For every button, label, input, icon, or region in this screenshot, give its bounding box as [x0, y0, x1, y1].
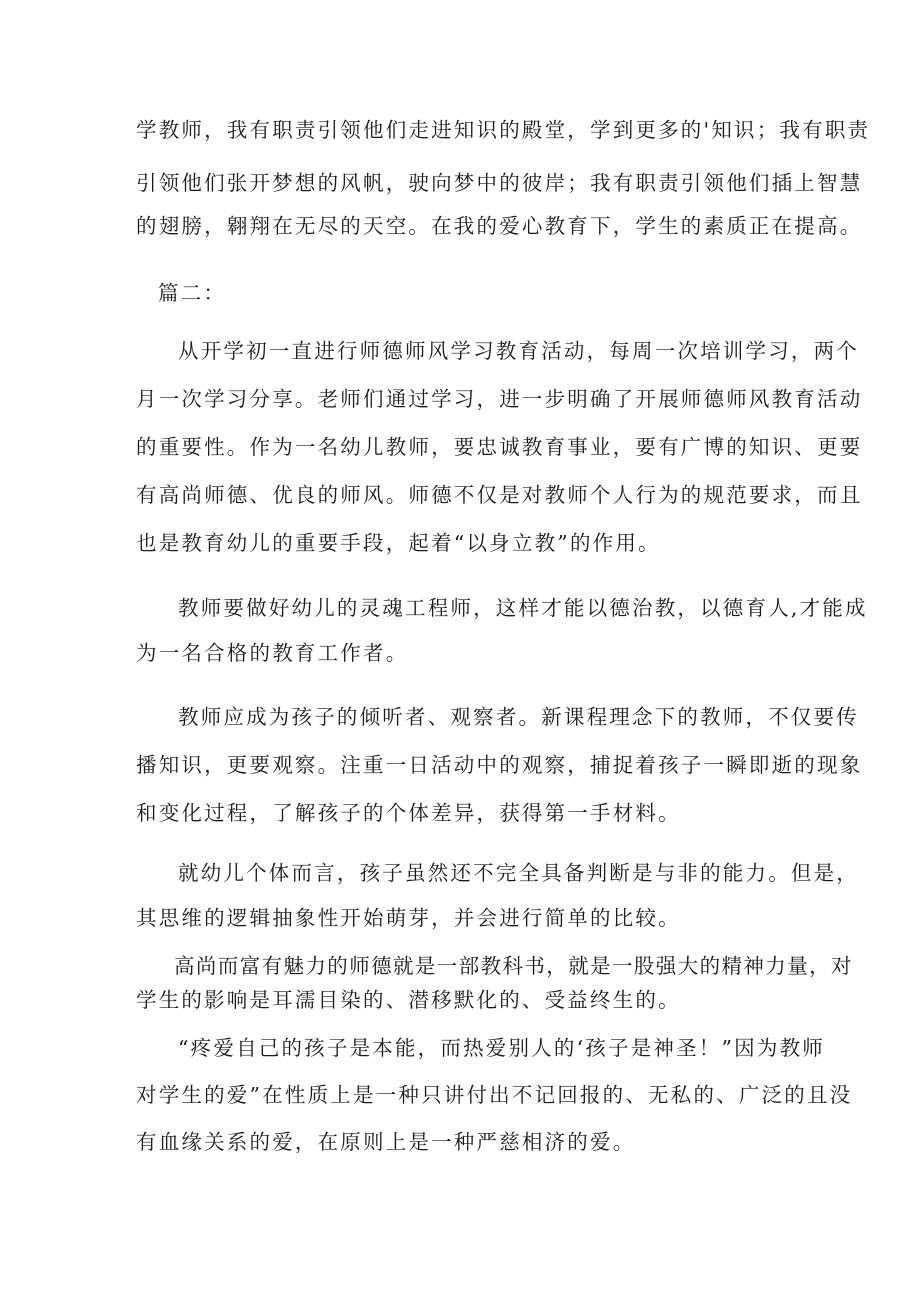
text-line: 教师要做好幼儿的灵魂工程师，这样才能以德治教，以德育人,才能成	[178, 596, 868, 620]
text-line: 也是教育幼儿的重要手段，起着“以身立教”的作用。	[136, 531, 661, 555]
text-line: 其思维的逻辑抽象性开始萌芽，并会进行简单的比较。	[136, 906, 681, 930]
text-line: 对学生的爱”在性质上是一种只讲付出不记回报的、无私的、广泛的且没	[136, 1083, 853, 1107]
section-heading: 篇二：	[158, 281, 227, 305]
text-line: 学生的影响是耳濡目染的、潜移默化的、受益终生的。	[136, 988, 681, 1012]
text-line: 引领他们张开梦想的风帆，驶向梦中的彼岸；我有职责引领他们插上智慧	[136, 171, 863, 195]
text-line: 和变化过程，了解孩子的个体差异，获得第一手材料。	[136, 801, 681, 825]
text-line: 高尚而富有魅力的师德就是一部教科书，就是一股强大的精神力量，对	[174, 954, 853, 978]
text-line: 有血缘关系的爱，在原则上是一种严慈相济的爱。	[136, 1130, 636, 1154]
text-line: 学教师，我有职责引领他们走进知识的殿堂，学到更多的'知识；我有职责	[136, 118, 871, 142]
text-line: 从开学初一直进行师德师风学习教育活动，每周一次培训学习，两个	[178, 339, 859, 363]
text-line: 的翅膀，翱翔在无尽的天空。在我的爱心教育下，学生的素质正在提高。	[136, 214, 863, 238]
text-line: 为一名合格的教育工作者。	[136, 641, 409, 665]
text-line: 有高尚师德、优良的师风。师德不仅是对教师个人行为的规范要求，而且	[136, 483, 863, 507]
text-line: 月一次学习分享。老师们通过学习，进一步明确了开展师德师风教育活动	[136, 387, 863, 411]
text-line: 就幼儿个体而言，孩子虽然还不完全具备判断是与非的能力。但是，	[178, 861, 859, 885]
text-line: “疼爱自己的孩子是本能，而热爱别人的‘孩子是神圣！”因为教师	[178, 1036, 825, 1060]
text-line: 的重要性。作为一名幼儿教师，要忠诚教育事业，要有广博的知识、更要	[136, 435, 863, 459]
text-line: 播知识，更要观察。注重一日活动中的观察，捕捉着孩子一瞬即逝的现象	[136, 753, 863, 777]
text-line: 教师应成为孩子的倾听者、观察者。新课程理念下的教师，不仅要传	[178, 705, 859, 729]
